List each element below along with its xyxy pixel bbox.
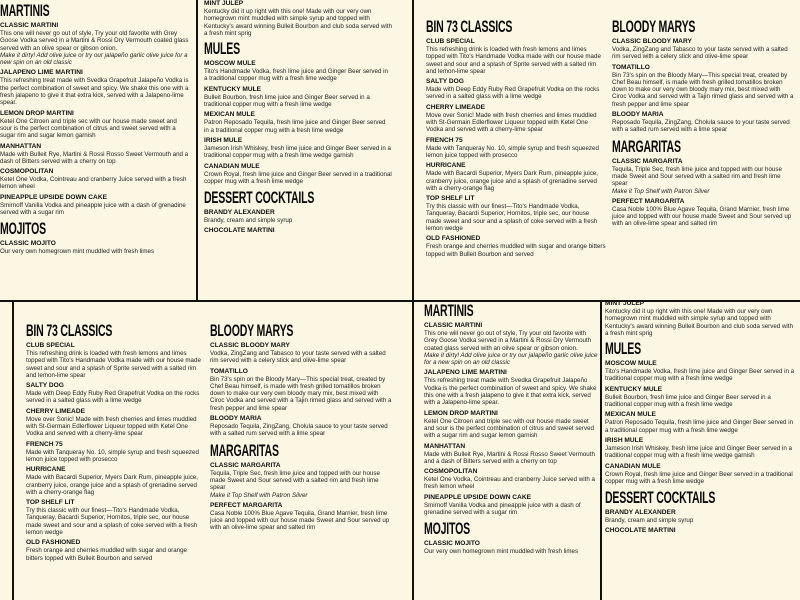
item-name: PINEAPPLE UPSIDE DOWN CAKE [424, 493, 531, 501]
menu-item [26, 466, 204, 496]
item-name: CLUB SPECIAL [426, 38, 475, 45]
menu-item [605, 437, 795, 460]
column-divider [412, 0, 414, 300]
item-desc: Made with Bacardi Superior, Myers Dark Rum, pineapple juice, cranberry juice, orange juice and a splash of grenadine served with a cherry-orange flag [426, 170, 598, 192]
item-name: COSMOPOLITAN [0, 168, 54, 176]
item-desc: Patron Reposado Tequila, fresh lime juice and Ginger Beer served in a traditional copper mug with a fresh lime wedge [204, 119, 386, 134]
item-name: CANADIAN MULE [605, 462, 661, 470]
section-title-margaritas: MARGARITAS [210, 440, 279, 460]
item-desc: Vodka, ZingZang and Tabasco to your taste served with a salted rim served with a celery stick and olive-lime spear [210, 350, 386, 365]
item-name: PERFECT MARGARITA [612, 197, 685, 205]
item-desc: Smirnoff Vanilla Vodka and pineapple juice with a dash of grenadine served with a sugar rim [0, 201, 186, 217]
item-name: CANADIAN MULE [204, 162, 260, 170]
item-name: COSMOPOLITAN [424, 468, 478, 476]
item-desc: This one will never go out of style, Try your old favorite with Grey Goose Vodka served in a Martini & Rossi Dry Vermouth coated glass served with an olive spear or gibson onion. [424, 330, 592, 352]
item-name: BLOODY MARIA [210, 415, 262, 423]
menu-item [204, 163, 392, 186]
item-name: MINT JULEP [204, 0, 244, 7]
column-divider [412, 300, 414, 600]
column-divider [12, 300, 14, 600]
menu-item [0, 69, 190, 106]
item-desc: Reposado Tequila, ZingZang, Cholula sauce to your taste served with a salted rum served with a lime spear [210, 423, 388, 438]
item-desc: Tequila, Triple Sec, fresh lime juice and topped with our house made Sweet and Sour served with a salted rim and fresh lime spear [210, 469, 380, 492]
item-name: SALTY DOG [426, 78, 464, 86]
item-desc: Ketel One Citroen and triple sec with our house made sweet and sour is the perfect combination of citrus and sweet served with a sugar rim and sugar lemon garnish [0, 117, 177, 140]
menu-item [426, 195, 606, 232]
item-name: MEXICAN MULE [204, 111, 255, 119]
item-name: FRENCH 75 [426, 136, 463, 144]
item-name: IRISH MULE [204, 136, 243, 144]
item-desc: Try this classic with our finest—Tito's Handmade Vodka, Tanqueray, Bacardi Superior, Hornitos, triple sec, our house made sweet and sour and a splash of coke served with a fresh lemon wedge [26, 507, 198, 537]
menu-page-bottom-right [400, 300, 800, 600]
column-divider [600, 300, 602, 600]
item-name: TOP SHELF LIT [426, 195, 475, 203]
item-name: CLASSIC BLOODY MARY [210, 342, 290, 349]
menu-item [26, 539, 204, 562]
menu-item [612, 64, 796, 108]
item-name: CLASSIC MARTINI [424, 322, 483, 329]
item-name: TOMATILLO [612, 63, 650, 71]
item-name: PERFECT MARGARITA [210, 501, 283, 509]
item-name: LEMON DROP MARTINI [0, 109, 74, 117]
menu-item [0, 22, 190, 66]
menu-item [426, 104, 606, 134]
item-desc: This refreshing drink is loaded with fresh lemons and limes topped with Tito's Handmade Vodka made with our house made sweet and sour and a splash of Sprite served with a salted rim and lemon-lime spear [426, 46, 601, 75]
menu-item [204, 209, 392, 224]
item-name: HURRICANE [26, 466, 66, 474]
menu-item [204, 60, 392, 83]
menu-item [605, 463, 795, 486]
item-name: BRANDY ALEXANDER [204, 209, 275, 217]
item-name: MOSCOW MULE [605, 360, 657, 368]
item-name: CLASSIC BLOODY MARY [612, 38, 692, 45]
item-name: CLASSIC MARGARITA [210, 461, 281, 469]
item-name: KENTUCKY MULE [204, 85, 262, 93]
menu-item [612, 111, 796, 134]
item-note: Make it dirty! Add olive juice or try our jalapeño garlic olive juice for a new spin on an old classic [424, 351, 598, 367]
item-name: CLASSIC MARTINI [0, 22, 59, 29]
menu-item [426, 235, 606, 258]
menu-item [424, 322, 600, 366]
item-desc: Brandy, cream and simple syrup [204, 217, 293, 225]
item-desc: This refreshing treat made with Svedka Grapefruit Jalapeño Vodka is the perfect combination of sweet and spicy. We shake this one with a fresh jalapeno to give it that extra kick, served with a Jalapeno-lime spear. [0, 77, 189, 107]
item-desc: Kentucky did it up right with this one! Made with our very own homegrown mint muddled with simple syrup and topped with Kentucky's award winning Bulleit Bourbon and club soda served with a fresh mint sprig [605, 308, 793, 337]
item-desc: Ketel One Citroen and triple sec with our house made sweet and sour is the perfect combination of citrus and sweet served with a sugar rim and sugar lemon garnish [424, 417, 594, 440]
item-desc: Ketel One Vodka, Cointreau and cranberry Juice served with a fresh lemon wheel [424, 476, 595, 491]
menu-item [612, 158, 796, 195]
item-desc: Bin 73's spin on the Bloody Mary—This special treat, created by Chef Beau himself, is made with fresh grilled tomatillos broken down to make our very own bloody mary mix, best mixed with Ciroc Vodka and served with a Tajin rimed glass and served with a fresh pepper and lime spear [612, 71, 794, 108]
section-title-mojitos: MOJITOS [424, 519, 470, 539]
item-desc: Fresh orange and cherries muddled with sugar and orange bitters topped with Bulleit Bourbon and served [426, 243, 606, 258]
menu-item [204, 137, 392, 160]
menu-item [424, 369, 600, 406]
menu-item [605, 411, 795, 434]
section-title-mules: MULES [605, 339, 641, 359]
menu-item [424, 540, 600, 555]
item-desc: Made with Bulleit Rye, Martini & Rossi Rosso Sweet Vermouth and a dash of Bitters served with a cherry on top [0, 150, 189, 165]
item-name: MANHATTAN [0, 142, 42, 150]
section-title-dessert: DESSERT COCKTAILS [605, 488, 716, 508]
item-name: MEXICAN MULE [605, 411, 656, 419]
menu-item [424, 410, 600, 440]
menu-page-bottom-left [0, 300, 400, 600]
item-name: KENTUCKY MULE [605, 385, 663, 393]
column-divider [196, 0, 198, 300]
item-desc: Move over Sonic! Made with fresh cherries and limes muddled with St-Germain Edlerflower Liqueur topped with Ketel One Vodka and served with a cherry-lime spear [26, 415, 197, 438]
item-name: CHERRY LIMEADE [26, 407, 85, 415]
item-name: TOP SHELF LIT [26, 499, 75, 507]
section-title-bloody-marys: BLOODY MARYS [612, 17, 696, 36]
menu-item [605, 300, 795, 337]
item-name: JALAPENO LIME MARTINI [424, 369, 507, 377]
menu-item [210, 368, 394, 412]
item-desc: Brandy, cream and simple syrup [605, 517, 694, 525]
menu-item [424, 468, 600, 491]
menu-item [204, 86, 392, 109]
item-note: Make it Top Shelf with Patron Silver [210, 491, 308, 499]
item-name: OLD FASHIONED [426, 235, 481, 243]
section-title-mules: MULES [204, 39, 240, 59]
menu-page-top-left [0, 0, 400, 300]
item-name: TOMATILLO [210, 367, 248, 375]
item-desc: Move over Sonic! Made with fresh cherries and limes muddled with St-Germain Edlerflower Liqueur topped with Ketel One Vodka and served with a cherry-lime spear [426, 111, 597, 134]
menu-item [612, 38, 796, 61]
menu-item [210, 342, 394, 365]
item-name: CLASSIC MOJITO [424, 540, 480, 548]
item-desc: Casa Noble 100% Blue Agave Tequila, Grand Marnier, fresh lime juice and topped with our house made Sweet and Sour served up with an olive-lime spear and salted rim [210, 509, 390, 532]
item-desc: This refreshing treat made with Svedka Grapefruit Jalapeño Vodka is the perfect combination of sweet and spicy. We shake this one with a fresh jalapeno to give it that extra kick, served with a Jalapeno-lime spear. [424, 377, 597, 407]
menu-item [0, 110, 190, 140]
item-name: HURRICANE [426, 162, 466, 170]
item-name: CLASSIC MOJITO [0, 240, 56, 248]
menu-item [210, 462, 394, 499]
menu-item [0, 168, 190, 191]
item-name: PINEAPPLE UPSIDE DOWN CAKE [0, 193, 107, 201]
item-desc: Bulleit Bourbon, fresh lime juice and Ginger Beer served in a traditional copper mug with a fresh lime wedge [204, 93, 370, 109]
menu-item [204, 227, 392, 235]
item-name: OLD FASHIONED [26, 539, 81, 547]
menu-item [426, 38, 606, 75]
menu-item [612, 198, 796, 228]
item-name: BLOODY MARIA [612, 111, 664, 119]
item-name: LEMON DROP MARTINI [424, 409, 498, 417]
item-desc: Casa Noble 100% Blue Agave Tequila, Grand Marnier, fresh lime juice and topped with our house made Sweet and Sour served up with an olive-lime spear and salted rim [612, 205, 792, 228]
item-desc: Crown Royal, fresh lime juice and Ginger Beer served in a traditional copper mug with a fresh lime wedge [204, 170, 392, 185]
menu-item [210, 502, 394, 532]
item-desc: Bin 73's spin on the Bloody Mary—This special treat, created by Chef Beau himself, is made with fresh grilled tomatillos broken down to make our very own bloody mary mix, best mixed with Ciroc Vodka and served with a Tajin rimed glass and served with a fresh pepper and lime spear [210, 375, 392, 412]
menu-item [210, 415, 394, 438]
item-desc: Made with Bacardi Superior, Myers Dark Rum, pineapple juice, cranberry juice, orange juice and a splash of grenadine served with a cherry-orange flag [26, 474, 198, 496]
menu-item [26, 382, 204, 405]
item-desc: Patron Reposado Tequila, fresh lime juice and Ginger Beer served in a traditional copper mug with a fresh lime wedge [605, 419, 794, 434]
item-desc: Made with Deep Eddy Ruby Red Grapefruit Vodka on the rocks served in a salted glass with a lime wedge [26, 390, 200, 405]
item-desc: Our very own homegrown mint muddled with fresh limes [0, 248, 155, 256]
section-title-dessert: DESSERT COCKTAILS [204, 188, 315, 208]
page-divider [0, 300, 400, 302]
menu-item [426, 162, 606, 192]
item-name: MANHATTAN [424, 442, 466, 450]
item-name: SALTY DOG [26, 382, 64, 390]
menu-item [26, 499, 204, 536]
section-title-bloody-marys: BLOODY MARYS [210, 321, 294, 340]
item-desc: Smirnoff Vanilla Vodka and pineapple juice with a dash of grenadine served with a sugar rim [424, 501, 581, 517]
menu-item [426, 137, 606, 160]
item-desc: Bulleit Bourbon, fresh lime juice and Ginger Beer served in a traditional copper mug with a fresh lime wedge [605, 393, 771, 409]
menu-item [424, 443, 600, 466]
item-desc: Tito's Handmade Vodka, fresh lime juice and Ginger Beer served in a traditional copper mug with a fresh lime wedge [605, 368, 795, 383]
item-name: BRANDY ALEXANDER [605, 509, 676, 517]
item-desc: Made with Tanqueray No. 10, simple syrup and fresh squeezed lemon juice topped with prosecco [26, 448, 199, 463]
menu-item [204, 111, 392, 134]
menu-item [0, 240, 190, 255]
item-name: FRENCH 75 [26, 440, 63, 448]
section-title-mojitos: MOJITOS [0, 219, 46, 239]
item-desc: Fresh orange and cherries muddled with sugar and orange bitters topped with Bulleit Bourbon and served [26, 547, 187, 562]
item-note: Make it dirty! Add olive juice or try our jalapeño garlic olive juice for a new spin on an old classic [0, 51, 188, 67]
item-desc: Tito's Handmade Vodka, fresh lime juice and Ginger Beer served in a traditional copper mug with a fresh lime wedge [204, 68, 388, 83]
item-desc: Tequila, Triple Sec, fresh lime juice and topped with our house made Sweet and Sour served with a salted rim and fresh lime spear [612, 165, 782, 188]
item-name: CHOCOLATE MARTINI [204, 227, 275, 235]
menu-page-top-right [400, 0, 800, 300]
section-title-classics: BIN 73 CLASSICS [26, 321, 113, 340]
menu-item [204, 0, 392, 37]
item-desc: Made with Tanqueray No. 10, simple syrup and fresh squeezed lemon juice topped with prosecco [426, 144, 599, 159]
item-desc: This refreshing drink is loaded with fresh lemons and limes topped with Tito's Handmade Vodka made with our house made sweet and sour and a splash of Sprite served with a salted rim and lemon-lime spear [26, 350, 201, 379]
menu-item [0, 143, 190, 166]
item-desc: Crown Royal, fresh lime juice and Ginger Beer served in a traditional copper mug with a fresh lime wedge [605, 470, 793, 485]
menu-item [0, 194, 190, 217]
item-desc: Made with Bulleit Rye, Martini & Rossi Rosso Sweet Vermouth and a dash of Bitters served with a cherry on top [424, 450, 595, 465]
item-desc: Made with Deep Eddy Ruby Red Grapefruit Vodka on the rocks served in a salted glass with a lime wedge [426, 86, 600, 101]
item-name: MOSCOW MULE [204, 60, 256, 68]
item-name: CLUB SPECIAL [26, 342, 75, 349]
item-name: CLASSIC MARGARITA [612, 157, 683, 165]
menu-item [426, 78, 606, 101]
item-desc: Our very own homegrown mint muddled with fresh limes [424, 548, 579, 556]
section-title-margaritas: MARGARITAS [612, 136, 681, 156]
menu-item [26, 342, 204, 379]
item-desc: Jameson Irish Whiskey, fresh lime juice and Ginger Beer served in a traditional copper mug with a fresh lime wedge garnish [605, 444, 792, 460]
menu-item [424, 494, 600, 517]
menu-item [605, 527, 795, 535]
section-title-martinis: MARTINIS [424, 301, 474, 320]
item-desc: Vodka, ZingZang and Tabasco to your taste served with a salted rim served with a celery stick and olive-lime spear [612, 46, 788, 61]
item-name: CHOCOLATE MARTINI [605, 527, 676, 535]
menu-item [605, 386, 795, 409]
item-desc: This one will never go out of style, Try your old favorite with Grey Goose Vodka served in a Martini & Rossi Dry Vermouth coated glass served with an olive spear or gibson onion. [0, 30, 189, 52]
item-desc: Ketel One Vodka, Cointreau and cranberry Juice served with a fresh lemon wheel [0, 176, 187, 191]
item-name: JALAPENO LIME MARTINI [0, 69, 83, 77]
section-title-martinis: MARTINIS [0, 1, 50, 20]
item-desc: Kentucky did it up right with this one! Made with our very own homegrown mint muddled with simple syrup and topped with Kentucky's award winning Bulleit Bourbon and club soda served with a fresh mint sprig [204, 8, 392, 37]
menu-item [26, 441, 204, 464]
section-title-classics: BIN 73 CLASSICS [426, 17, 513, 36]
item-name: IRISH MULE [605, 436, 644, 444]
item-desc: Jameson Irish Whiskey, fresh lime juice and Ginger Beer served in a traditional copper mug with a fresh lime wedge garnish [204, 144, 391, 160]
item-note: Make it Top Shelf with Patron Silver [612, 187, 710, 195]
item-desc: Try this classic with our finest—Tito's Handmade Vodka, Tanqueray, Bacardi Superior, Hornitos, triple sec, our house made sweet and sour and a splash of coke served with a fresh lemon wedge [426, 203, 598, 233]
item-name: CHERRY LIMEADE [426, 103, 485, 111]
menu-item [605, 509, 795, 524]
item-desc: Reposado Tequila, ZingZang, Cholula sauce to your taste served with a salted rum served with a lime spear [612, 119, 790, 134]
menu-item [26, 408, 204, 438]
item-name: MINT JULEP [605, 300, 645, 307]
menu-item [605, 360, 795, 383]
